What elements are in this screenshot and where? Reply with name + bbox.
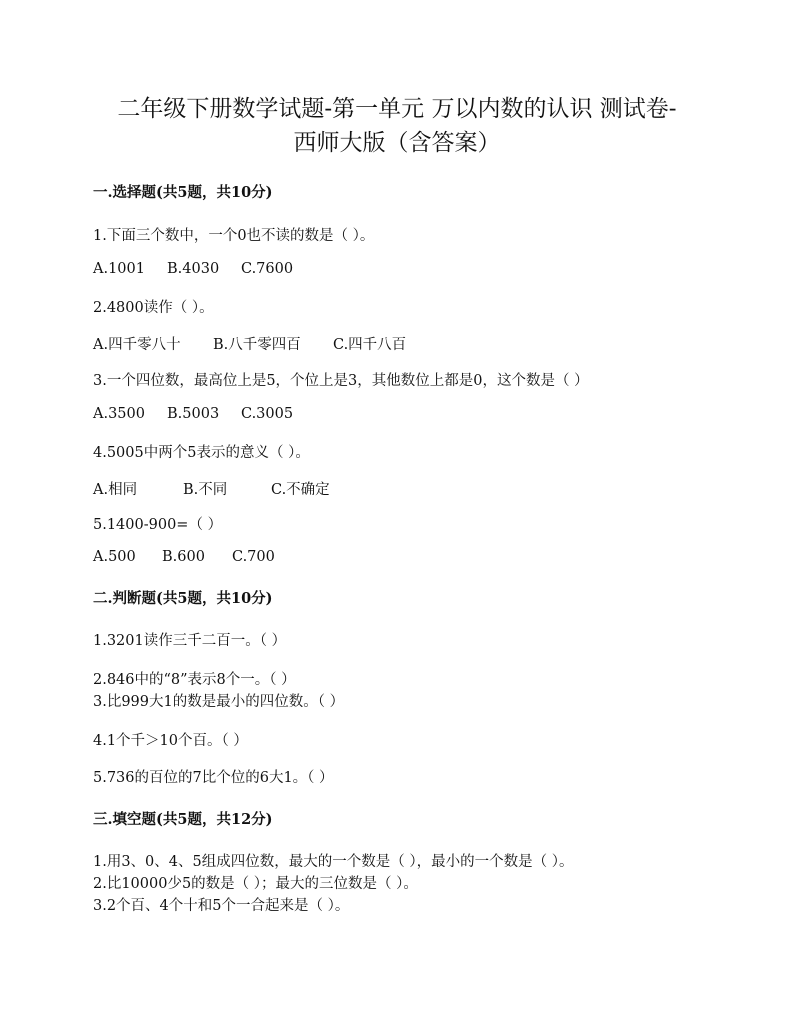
option-b: B.600	[162, 549, 205, 565]
question-options	[93, 549, 275, 565]
option-a: A.1001	[93, 261, 145, 277]
question-text: 1.用3、0、4、5组成四位数，最大的一个数是（ ），最小的一个数是（ ）。	[93, 854, 574, 870]
question-text: 2.比10000少5的数是（ ）；最大的三位数是（ ）。	[93, 876, 418, 892]
option-c: C.700	[232, 549, 275, 565]
option-b: B.4030	[167, 261, 220, 277]
option-a: A.3500	[93, 406, 145, 422]
question-text: 2.846中的“8”表示8个一。（ ）	[93, 672, 296, 688]
question-options	[93, 333, 406, 354]
option-a: A.四千零八十	[93, 337, 181, 353]
question-text: 3.比999大1的数是最小的四位数。（ ）	[93, 694, 345, 710]
question-text: 1.3201读作三千二百一。（ ）	[93, 633, 287, 649]
section-heading-choice: 一.选择题(共5题，共10分)	[93, 184, 273, 201]
option-c: C.四千八百	[333, 337, 407, 353]
question-text: 5.1400-900=（ ）	[93, 517, 223, 533]
question-text: 4.1个千＞10个百。（ ）	[93, 733, 248, 749]
question-options	[93, 261, 293, 277]
question-options	[93, 478, 330, 499]
option-c: C.3005	[241, 406, 294, 422]
question-text: 1.下面三个数中，一个0也不读的数是（ ）。	[93, 228, 375, 244]
section-heading-fill-blank: 三.填空题(共5题，共12分)	[93, 811, 273, 828]
question-text: 3.一个四位数，最高位上是5，个位上是3，其他数位上都是0，这个数是（ ）	[93, 373, 589, 389]
option-a: A.500	[93, 549, 136, 565]
section-heading-judgement: 二.判断题(共5题，共10分)	[93, 590, 273, 607]
page-title-line-2: 西师大版（含答案）	[293, 130, 501, 156]
option-b: B.八千零四百	[213, 337, 301, 353]
option-b: B.不同	[183, 482, 228, 498]
option-c: C.7600	[241, 261, 294, 277]
question-text: 3.2个百、4个十和5个一合起来是（ ）。	[93, 898, 350, 914]
page-title	[0, 92, 794, 160]
question-text: 2.4800读作（ ）。	[93, 300, 214, 316]
page-title-line-1: 二年级下册数学试题-第一单元 万以内数的认识 测试卷-	[117, 96, 677, 122]
option-b: B.5003	[167, 406, 220, 422]
question-text: 4.5005中两个5表示的意义（ ）。	[93, 445, 310, 461]
option-a: A.相同	[93, 482, 138, 498]
question-options	[93, 406, 293, 422]
option-c: C.不确定	[271, 482, 330, 498]
question-text: 5.736的百位的7比个位的6大1。（ ）	[93, 770, 334, 786]
